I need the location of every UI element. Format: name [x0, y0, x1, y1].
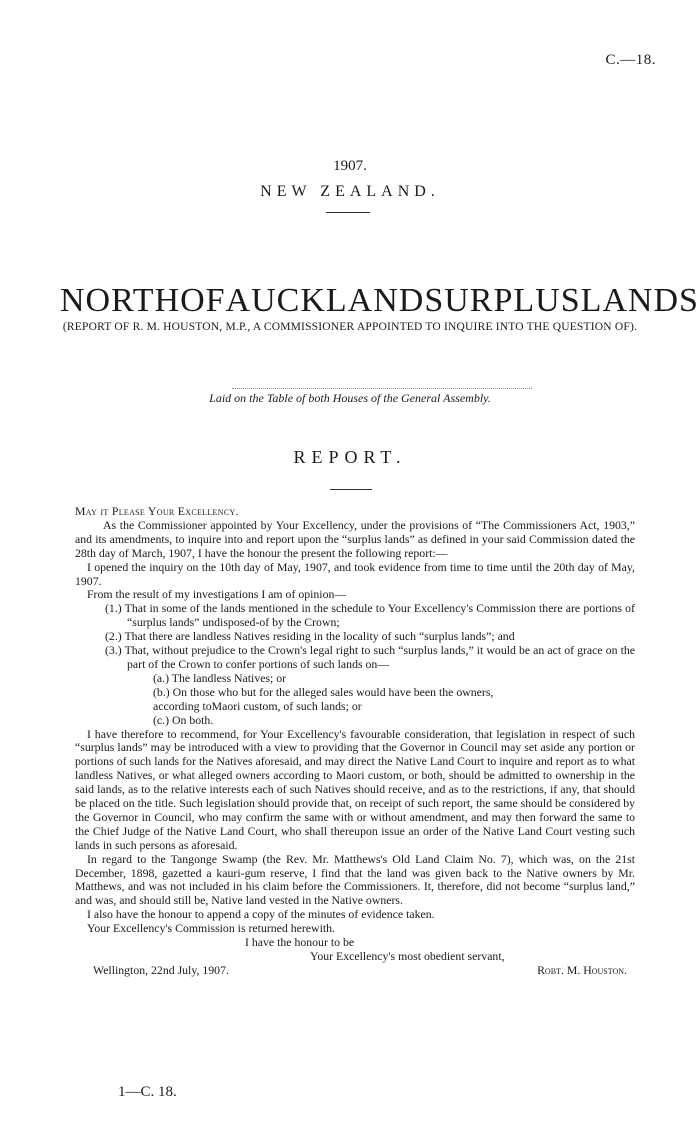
paragraph: I have therefore to recommend, for Your Excellency's favourable consideration, that legislation in respect of such “surplus lands” may be introduced with a view to providing that the Governor in Council may set aside any portion or portions of such lands for the Natives aforesaid, and may direct the Native Land Court to inquire and report as to what landless Natives, or what alleged owners according to Maori custom, or both, should be admitted to ownership in the said lands, as to the relative interests each of such Natives should receive, and as to the restrictions, if any, that should be placed on the title. Such legislation should provide that, on receipt of such report, the same should be considered by the Governor in Council, who may confirm the same with or without amendment, and may then forward the same to the Chief Judge of the Native Land Court, who shall thereupon issue an order of the Native Land Court vesting such lands in such persons as aforesaid. — [75, 726, 635, 852]
page-footer: 1—C. 18. — [118, 1084, 177, 1100]
paragraph: As the Commissioner appointed by Your Excellency, under the provisions of “The Commissioners Act, 1903,” and its amendments, to inquire into and report upon the “surplus lands” as defined in your said Commission dated the 28th day of March, 1907, I have the honour the present the following report:— — [75, 517, 635, 560]
country-heading: NEW ZEALAND. — [260, 183, 440, 200]
signature: Robt. M. Houston. — [537, 962, 627, 977]
paragraph: I opened the inquiry on the 10th day of May, 1907, and took evidence from time to time until the 20th day of May, 1907. — [75, 559, 635, 588]
sign-off-line: Your Excellency's most obedient servant, — [310, 949, 505, 963]
divider — [326, 212, 370, 213]
title-word: OF — [180, 282, 226, 319]
list-item: (2.) That there are landless Natives residing in the locality of such “surplus lands”; and — [105, 629, 515, 644]
sub-list-item: (c.) On both. — [153, 712, 214, 727]
place-date: Wellington, 22nd July, 1907. — [93, 962, 229, 977]
title-word: AUCKLAND — [225, 282, 425, 319]
divider — [330, 489, 372, 490]
paragraph: In regard to the Tangonge Swamp (the Rev. Mr. Matthews's Old Land Claim No. 7), which was, on the 21st December, 1898, gazetted a kauri-gum reserve, I find that the land was given back to the Native owners by Mr. Matthews, and was not included in his claim before the Commissioners. It, therefore, did not become “surplus land,” and was, and should still be, Native land vested in the Native owners. — [75, 851, 635, 908]
title-word: SURPLUS — [424, 282, 581, 319]
sign-off-line: I have the honour to be — [245, 935, 355, 950]
sub-list-item: (b.) On those who but for the alleged sales would have been the owners, — [153, 684, 494, 699]
list-item: (1.) That in some of the lands mentioned in the schedule to Your Excellency's Commission there are portions of “surplus lands” undisposed-of by the Crown; — [105, 601, 635, 630]
title-word: NORTH — [60, 282, 181, 319]
report-body — [75, 505, 635, 978]
dotted-rule — [232, 388, 532, 389]
document-year: 1907. — [333, 158, 367, 174]
paragraph: Your Excellency's Commission is returned herewith. — [87, 921, 335, 936]
salutation: May it Please Your Excellency. — [75, 504, 239, 518]
paragraph: I also have the honour to append a copy of the minutes of evidence taken. — [87, 907, 435, 922]
laid-on-table-note: Laid on the Table of both Houses of the General Assembly. — [209, 391, 491, 405]
sub-list-item-continuation: according toMaori custom, of such lands; or — [153, 698, 362, 713]
sub-list-item: (a.) The landless Natives; or — [153, 670, 287, 685]
report-heading: REPORT. — [293, 447, 407, 467]
document-reference: C.—18. — [605, 52, 656, 68]
list-item: (3.) That, without prejudice to the Crown's legal right to such “surplus lands,” it would be an act of grace on the part of the Crown to confer portions of such lands on— — [105, 643, 635, 671]
title-word: LANDS — [580, 282, 699, 319]
paragraph: From the result of my investigations I am of opinion— — [87, 587, 347, 602]
document-subtitle: (REPORT OF R. M. HOUSTON, M.P., A COMMISSIONER APPOINTED TO INQUIRE INTO THE QUESTION OF). — [62, 321, 638, 333]
signature-row — [75, 964, 635, 978]
document-title — [60, 282, 699, 320]
